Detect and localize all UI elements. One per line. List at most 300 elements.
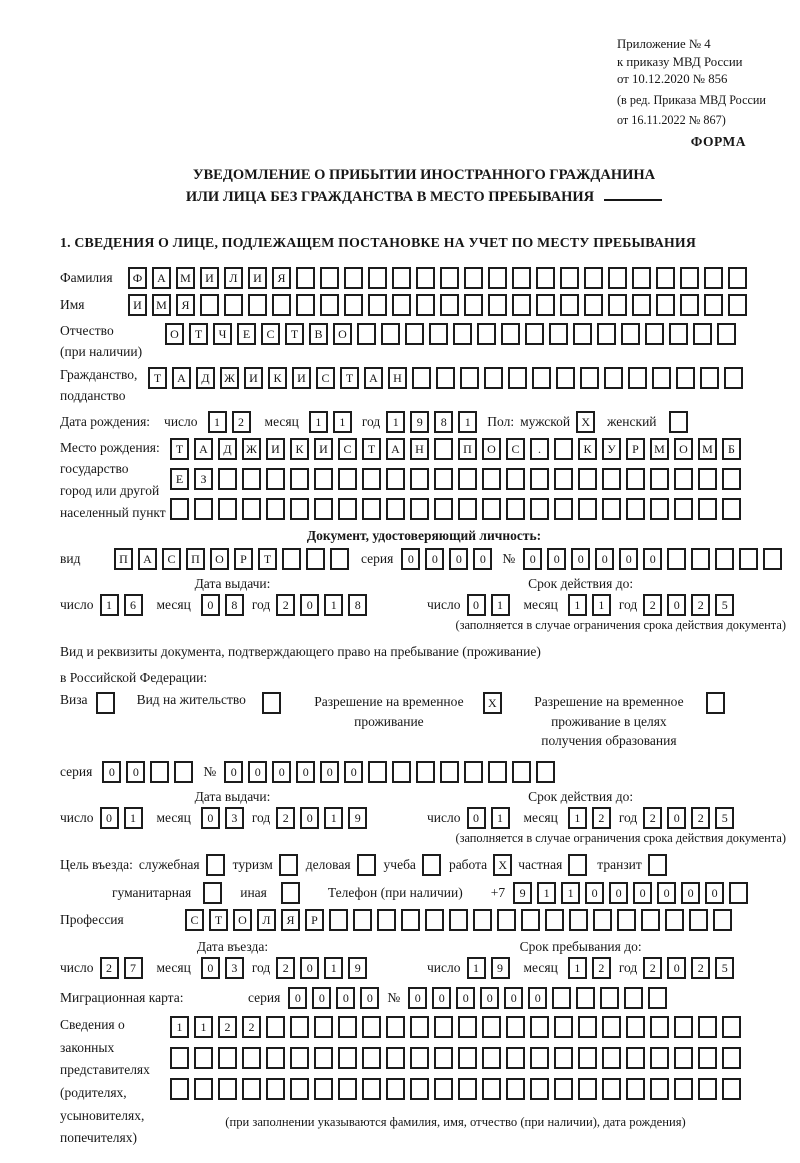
entry-date-heading: Дата въезда: — [196, 939, 269, 955]
form-cell: 2 — [242, 1016, 261, 1038]
citizenship-label: Гражданство, подданство — [60, 366, 138, 403]
form-cell — [362, 1078, 381, 1100]
form-cell: Т — [170, 438, 189, 460]
form-cell: 0 — [312, 987, 331, 1009]
form-cell: 9 — [348, 807, 367, 829]
form-cell — [482, 1078, 501, 1100]
reference-line: от 10.12.2020 № 856 — [617, 72, 728, 87]
profession-row — [60, 909, 788, 931]
form-cell — [170, 498, 189, 520]
purpose-study: учеба — [384, 854, 441, 876]
form-cell: 0 — [320, 761, 339, 783]
form-cell: Р — [234, 548, 253, 570]
form-cell — [242, 1078, 261, 1100]
reference-line: Приложение № 4 — [617, 37, 711, 51]
form-cell: 0 — [456, 987, 475, 1009]
section1-heading: 1. СВЕДЕНИЯ О ЛИЦЕ, ПОДЛЕЖАЩЕМ ПОСТАНОВКЕ НА УЧЕТ ПО МЕСТУ ПРЕБЫВАНИЯ — [60, 234, 697, 250]
form-cell — [150, 761, 169, 783]
representatives-block — [60, 1014, 788, 1150]
form-cell: 1 — [309, 411, 328, 433]
form-cell: Н — [410, 438, 429, 460]
valid-until-heading: Срок действия до: — [528, 576, 634, 592]
form-cell — [458, 468, 477, 490]
form-cell: Е — [237, 323, 256, 345]
form-cell — [506, 468, 525, 490]
form-cell — [691, 548, 710, 570]
form-cell — [584, 294, 603, 316]
form-cell: 0 — [467, 594, 486, 616]
form-cell: 0 — [300, 594, 319, 616]
issue-year-cells — [276, 594, 367, 616]
form-cell — [386, 1078, 405, 1100]
form-cell — [693, 323, 712, 345]
form-cell — [344, 294, 363, 316]
form-cell: 0 — [657, 882, 676, 904]
form-cell — [628, 367, 647, 389]
form-cell: 9 — [491, 957, 510, 979]
form-cell — [604, 367, 623, 389]
option-residence-permit: Вид на жительство — [137, 692, 281, 714]
form-cell: С — [316, 367, 335, 389]
form-cell — [602, 498, 621, 520]
form-cell — [362, 1047, 381, 1069]
form-cell — [362, 1016, 381, 1038]
givenname-cells — [128, 294, 747, 316]
other-checkbox — [281, 882, 300, 904]
form-cell — [608, 294, 627, 316]
form-cell: 0 — [432, 987, 451, 1009]
form-cell — [717, 323, 736, 345]
form-cell: 0 — [248, 761, 267, 783]
form-cell — [648, 987, 667, 1009]
form-cell: 2 — [643, 807, 662, 829]
form-cell: Т — [362, 438, 381, 460]
form-cell: 2 — [691, 957, 710, 979]
transit-checkbox — [648, 854, 667, 876]
form-cell — [482, 498, 501, 520]
form-cell: И — [314, 438, 333, 460]
form-cell: Т — [258, 548, 277, 570]
form-cell: 0 — [401, 548, 420, 570]
migration-card-row — [60, 987, 788, 1009]
purpose-other: иная — [240, 882, 300, 904]
migration-series-cells — [288, 987, 379, 1009]
form-cell — [482, 1047, 501, 1069]
form-cell: 7 — [124, 957, 143, 979]
form-cell — [552, 987, 571, 1009]
form-cell — [650, 1047, 669, 1069]
form-cell: Т — [209, 909, 228, 931]
form-cell: 2 — [218, 1016, 237, 1038]
stay-until-heading: Срок пребывания до: — [519, 939, 642, 955]
form-cell: 0 — [224, 761, 243, 783]
res-issue-year-cells — [276, 807, 367, 829]
form-cell — [464, 267, 483, 289]
form-cell — [626, 498, 645, 520]
form-cell — [700, 367, 719, 389]
form-cell: С — [162, 548, 181, 570]
form-cell: 1 — [124, 807, 143, 829]
document-reference — [617, 36, 766, 129]
form-cell: Ф — [128, 267, 147, 289]
form-cell — [530, 498, 549, 520]
form-cell — [512, 761, 531, 783]
series-label: серия — [60, 764, 93, 780]
form-cell: 2 — [643, 957, 662, 979]
form-cell — [381, 323, 400, 345]
form-cell: 8 — [348, 594, 367, 616]
form-cell — [763, 548, 782, 570]
migration-card-label: Миграционная карта: — [60, 990, 184, 1006]
sex-female-checkbox — [669, 411, 688, 433]
form-cell: Д — [218, 438, 237, 460]
form-cell — [453, 323, 472, 345]
form-cell — [429, 323, 448, 345]
form-cell: Ч — [213, 323, 232, 345]
title-underline — [604, 189, 662, 201]
form-cell: 0 — [585, 882, 604, 904]
form-cell — [650, 468, 669, 490]
form-cell — [698, 1047, 717, 1069]
form-cell: 1 — [592, 594, 611, 616]
form-cell — [440, 267, 459, 289]
form-cell — [482, 1016, 501, 1038]
residence-number-cells — [224, 761, 555, 783]
form-cell: 0 — [300, 957, 319, 979]
form-cell: М — [152, 294, 171, 316]
form-cell — [477, 323, 496, 345]
form-cell: 1 — [194, 1016, 213, 1038]
form-cell — [386, 1016, 405, 1038]
form-cell: 1 — [561, 882, 580, 904]
birthplace-row2-cells — [170, 468, 741, 490]
form-cell — [560, 294, 579, 316]
form-cell — [573, 323, 592, 345]
form-cell — [296, 267, 315, 289]
temp-residence-checkbox — [483, 692, 502, 714]
form-cell — [602, 468, 621, 490]
form-cell — [488, 267, 507, 289]
form-cell: Д — [196, 367, 215, 389]
form-cell — [626, 1047, 645, 1069]
form-cell: 0 — [609, 882, 628, 904]
form-cell: 0 — [288, 987, 307, 1009]
form-cell — [368, 761, 387, 783]
form-cell: 0 — [643, 548, 662, 570]
form-cell: 1 — [333, 411, 352, 433]
form-cell: Я — [176, 294, 195, 316]
form-cell — [314, 1016, 333, 1038]
visa-checkbox — [96, 692, 115, 714]
sex-male-label: мужской — [520, 413, 571, 429]
entry-day-cells — [100, 957, 143, 979]
form-cell: 0 — [360, 987, 379, 1009]
form-cell: 1 — [386, 411, 405, 433]
form-cell — [436, 367, 455, 389]
form-cell — [722, 1078, 741, 1100]
issue-month-cells — [201, 594, 244, 616]
visit-purpose-row2 — [112, 882, 788, 904]
form-cell — [729, 882, 748, 904]
form-cell: 0 — [467, 807, 486, 829]
form-cell: 0 — [619, 548, 638, 570]
form-cell — [266, 1047, 285, 1069]
form-cell — [200, 294, 219, 316]
valid-year-cells — [643, 594, 734, 616]
form-cell: Т — [148, 367, 167, 389]
form-cell: . — [530, 438, 549, 460]
form-cell: 0 — [667, 594, 686, 616]
form-cell: 0 — [100, 807, 119, 829]
form-cell — [338, 1047, 357, 1069]
valid-month-cells — [568, 594, 611, 616]
form-cell: 2 — [592, 957, 611, 979]
form-cell: И — [292, 367, 311, 389]
form-cell — [652, 367, 671, 389]
form-cell — [650, 1078, 669, 1100]
form-cell: П — [186, 548, 205, 570]
form-cell — [410, 1078, 429, 1100]
form-cell: 0 — [705, 882, 724, 904]
form-cell — [584, 267, 603, 289]
birthplace-row1-cells — [170, 438, 741, 460]
form-cell: А — [386, 438, 405, 460]
form-cell: 9 — [348, 957, 367, 979]
form-cell — [330, 548, 349, 570]
form-cell — [674, 468, 693, 490]
form-cell: А — [152, 267, 171, 289]
form-cell — [242, 1047, 261, 1069]
form-cell: 0 — [667, 957, 686, 979]
form-cell — [624, 987, 643, 1009]
form-cell: 1 — [208, 411, 227, 433]
business-checkbox — [357, 854, 376, 876]
form-title — [60, 164, 788, 209]
sex-male-checkbox — [576, 411, 595, 433]
valid-day-cells — [467, 594, 510, 616]
form-cell — [218, 498, 237, 520]
form-cell: А — [138, 548, 157, 570]
form-cell: 1 — [568, 957, 587, 979]
form-cell: У — [602, 438, 621, 460]
official-checkbox — [206, 854, 225, 876]
form-cell — [338, 468, 357, 490]
form-cell — [650, 1016, 669, 1038]
form-cell: А — [172, 367, 191, 389]
form-cell — [608, 267, 627, 289]
form-cell — [344, 267, 363, 289]
form-cell — [282, 548, 301, 570]
form-cell — [578, 498, 597, 520]
form-cell — [464, 761, 483, 783]
residence-doc-options — [60, 692, 788, 751]
form-cell — [434, 468, 453, 490]
form-cell — [545, 909, 564, 931]
form-cell: А — [194, 438, 213, 460]
form-cell — [194, 498, 213, 520]
form-cell — [410, 468, 429, 490]
representatives-row2-cells — [170, 1047, 741, 1069]
form-cell — [290, 498, 309, 520]
form-cell — [460, 367, 479, 389]
form-cell: И — [128, 294, 147, 316]
form-cell: Л — [224, 267, 243, 289]
form-cell — [704, 294, 723, 316]
form-cell: X — [493, 854, 512, 876]
form-cell: Б — [722, 438, 741, 460]
res-issue-month-cells — [201, 807, 244, 829]
form-cell — [434, 1016, 453, 1038]
form-cell — [368, 294, 387, 316]
form-cell: 0 — [126, 761, 145, 783]
form-cell: 0 — [336, 987, 355, 1009]
form-cell — [482, 468, 501, 490]
residence-doc-dates: Дата выдачи: число 0 1 месяц 0 3 год 2 0 1 9 Срок действия до: число 0 1 месяц 1 2 год 2 0 2 5 — [60, 789, 788, 829]
form-cell — [554, 438, 573, 460]
form-cell: З — [194, 468, 213, 490]
residence-doc-intro: Вид и реквизиты документа, подтверждающего право на пребывание (проживание) в Российской Федерации: — [60, 644, 541, 685]
form-cell — [512, 267, 531, 289]
form-cell: 0 — [595, 548, 614, 570]
form-cell — [368, 267, 387, 289]
form-cell — [329, 909, 348, 931]
number-label: № — [502, 551, 516, 567]
form-cell — [674, 1047, 693, 1069]
form-cell — [706, 692, 725, 714]
form-cell — [632, 267, 651, 289]
private-checkbox — [568, 854, 587, 876]
residence-series-cells — [102, 761, 193, 783]
form-cell: К — [578, 438, 597, 460]
form-cell — [410, 1016, 429, 1038]
form-cell: 1 — [324, 957, 343, 979]
form-cell: 0 — [523, 548, 542, 570]
form-cell: 5 — [715, 594, 734, 616]
form-cell: Я — [281, 909, 300, 931]
number-label: № — [387, 990, 401, 1006]
form-cell: 8 — [225, 594, 244, 616]
patronymic-cells — [165, 323, 736, 345]
form-cell: И — [266, 438, 285, 460]
form-cell — [362, 468, 381, 490]
form-cell: К — [290, 438, 309, 460]
form-cell — [405, 323, 424, 345]
form-cell — [713, 909, 732, 931]
form-cell — [440, 761, 459, 783]
form-cell — [698, 1078, 717, 1100]
form-cell — [272, 294, 291, 316]
form-cell: 1 — [568, 594, 587, 616]
birthplace-row3-cells — [170, 498, 741, 520]
form-cell: 0 — [528, 987, 547, 1009]
form-cell — [314, 1078, 333, 1100]
form-cell: А — [364, 367, 383, 389]
form-cell: 0 — [408, 987, 427, 1009]
form-cell — [320, 267, 339, 289]
form-cell: 0 — [681, 882, 700, 904]
form-cell: 1 — [568, 807, 587, 829]
form-cell — [170, 1047, 189, 1069]
form-cell: О — [210, 548, 229, 570]
form-cell — [338, 1016, 357, 1038]
form-cell: С — [261, 323, 280, 345]
entry-month-cells — [201, 957, 244, 979]
form-cell — [170, 1078, 189, 1100]
form-cell: Е — [170, 468, 189, 490]
form-cell — [410, 498, 429, 520]
form-cell — [386, 468, 405, 490]
form-cell: 6 — [124, 594, 143, 616]
purpose-private: частная — [518, 854, 587, 876]
form-cell — [602, 1016, 621, 1038]
form-cell — [600, 987, 619, 1009]
purpose-work: работа X — [449, 854, 512, 876]
form-cell — [306, 548, 325, 570]
form-cell — [416, 761, 435, 783]
form-cell — [698, 498, 717, 520]
purpose-business: деловая — [306, 854, 376, 876]
birthdate-label: Дата рождения: — [60, 413, 151, 429]
form-cell: 2 — [691, 807, 710, 829]
birth-month-cells — [309, 411, 352, 433]
identity-doc-row — [60, 548, 788, 570]
form-cell — [536, 761, 555, 783]
form-cell — [739, 548, 758, 570]
citizenship-cells — [148, 367, 743, 389]
form-cell: 5 — [715, 807, 734, 829]
form-cell: 1 — [324, 594, 343, 616]
sex-label: Пол: — [487, 413, 515, 429]
work-checkbox — [493, 854, 512, 876]
form-cell — [410, 1047, 429, 1069]
form-cell — [218, 1078, 237, 1100]
surname-cells — [128, 267, 747, 289]
form-cell: 2 — [100, 957, 119, 979]
form-cell: 2 — [276, 957, 295, 979]
series-label: серия — [248, 990, 281, 1006]
stay-month-cells — [568, 957, 611, 979]
birthplace-block — [60, 437, 788, 524]
doc-series-cells — [401, 548, 492, 570]
form-cell — [508, 367, 527, 389]
form-cell — [556, 367, 575, 389]
form-cell: С — [185, 909, 204, 931]
form-cell: М — [698, 438, 717, 460]
phone-prefix: +7 — [490, 885, 506, 901]
doc-kind-cells — [114, 548, 349, 570]
form-cell — [314, 468, 333, 490]
migration-number-cells — [408, 987, 667, 1009]
form-cell — [218, 468, 237, 490]
entry-year-cells — [276, 957, 367, 979]
form-cell — [722, 1047, 741, 1069]
form-cell — [512, 294, 531, 316]
form-cell: О — [233, 909, 252, 931]
form-cell: 0 — [571, 548, 590, 570]
form-cell — [576, 987, 595, 1009]
profession-label: Профессия — [60, 912, 124, 928]
form-cell: М — [650, 438, 669, 460]
form-cell — [386, 1047, 405, 1069]
form-cell: 2 — [643, 594, 662, 616]
form-cell — [554, 468, 573, 490]
form-cell — [314, 1047, 333, 1069]
form-cell — [203, 882, 222, 904]
form-cell: И — [244, 367, 263, 389]
form-cell — [674, 498, 693, 520]
form-cell — [554, 1016, 573, 1038]
option-visa: Виза — [60, 692, 115, 714]
